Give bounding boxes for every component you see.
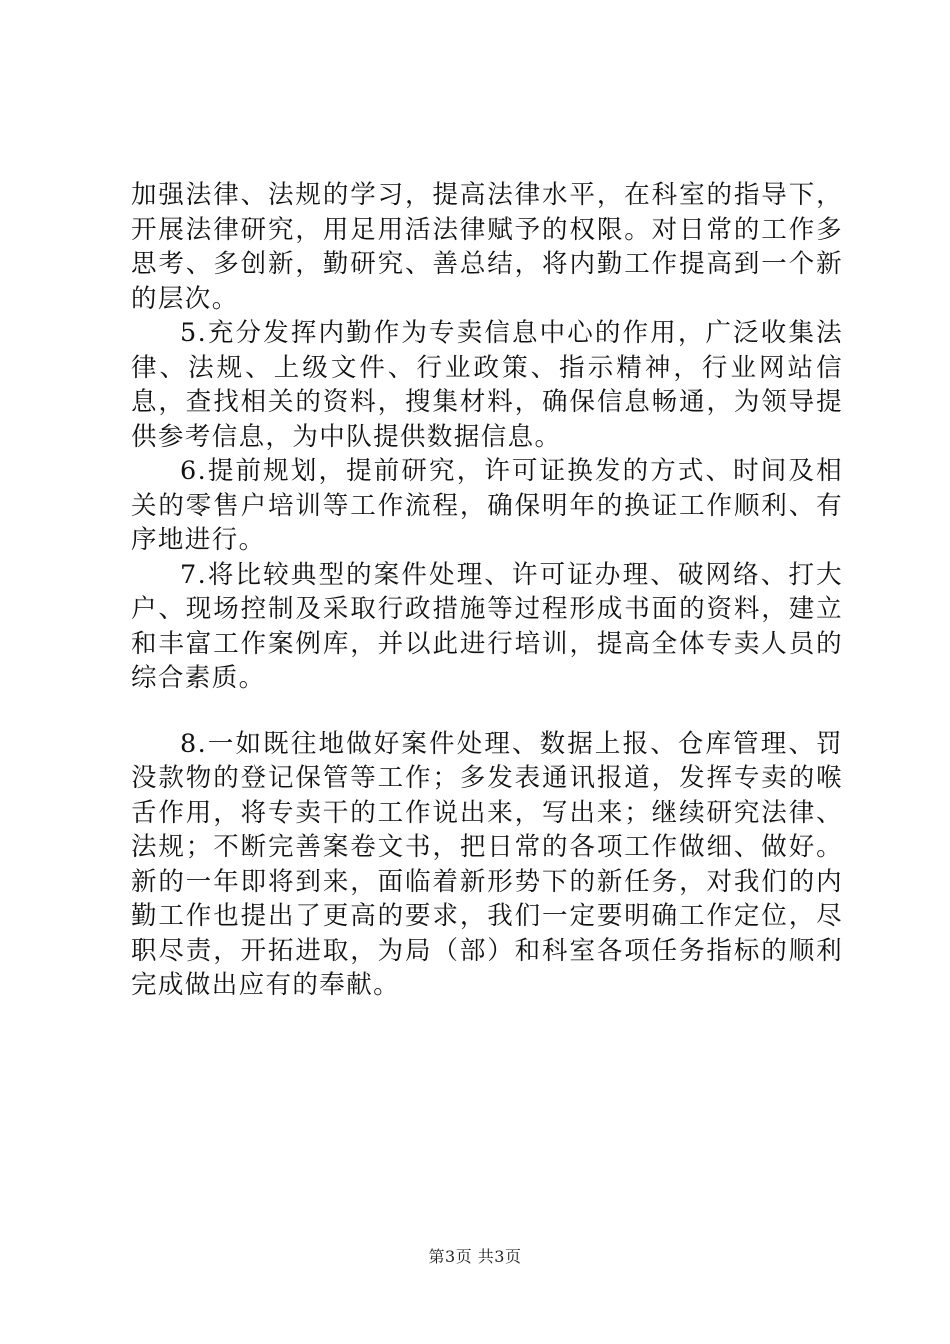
document-body <box>131 178 843 1003</box>
paragraph-item-6: 6.提前规划，提前研究，许可证换发的方式、时间及相关的零售户培训等工作流程，确保明年的换证工作顺利、有序地进行。 <box>131 456 843 555</box>
paragraph-item-5: 5.充分发挥内勤作为专卖信息中心的作用，广泛收集法律、法规、上级文件、行业政策、指示精神，行业网站信息，查找相关的资料，搜集材料，确保信息畅通，为领导提供参考信息，为中队提供数据信息。 <box>131 318 843 452</box>
page-number-footer: 第3页 共3页 <box>428 1247 522 1266</box>
paragraph-continuation: 加强法律、法规的学习，提高法律水平，在科室的指导下，开展法律研究，用足用活法律赋予的权限。对日常的工作多思考、多创新，勤研究、善总结，将内勤工作提高到一个新的层次。 <box>131 180 843 314</box>
paragraph-item-8: 8.一如既往地做好案件处理、数据上报、仓库管理、罚没款物的登记保管等工作；多发表通讯报道，发挥专卖的喉舌作用，将专卖干的工作说出来，写出来；继续研究法律、法规；不断完善案卷文书，把日常的各项工作做细、做好。新的一年即将到来，面临着新形势下的新任务，对我们的内勤工作也提出了更高的要求，我们一定要明确工作定位，尽职尽责，开拓进取，为局（部）和科室各项任务指标的顺利完成做出应有的奉献。 <box>131 728 843 1000</box>
paragraph-item-7: 7.将比较典型的案件处理、许可证办理、破网络、打大户、现场控制及采取行政措施等过程形成书面的资料，建立和丰富工作案例库，并以此进行培训，提高全体专卖人员的综合素质。 <box>131 559 843 693</box>
